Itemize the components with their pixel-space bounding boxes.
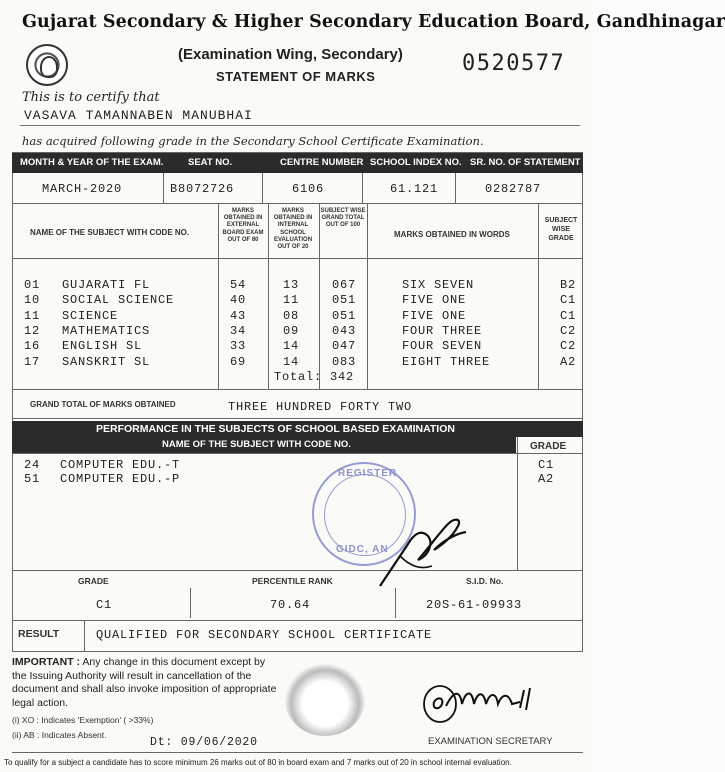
stamp-text-top: REGISTER [338,468,398,479]
xo-note: (i) XO : Indicates 'Exemption' ( >33%) [12,715,154,725]
subject-grade: C1 [560,293,577,308]
subject-words: FOUR THREE [402,323,483,338]
subject-name: SANSKRIT SL [62,354,151,369]
subject-words: SIX SEVEN [402,278,475,292]
important-text: Any change in this document except by the Issuing Authority will result in cancellation of the document and shall also invoke imposition of appropriate legal action. [12,656,277,709]
percentile-label: PERCENTILE RANK [252,576,333,586]
subject-internal: 14 [283,354,300,369]
school-based-col-name: NAME OF THE SUBJECT WITH CODE NO. [162,439,351,450]
serial-number: 0520577 [462,51,566,76]
header-sr-no-statement: SR. NO. OF STATEMENT [470,157,581,168]
subject-code: 12 [24,323,41,338]
statement-sr-number: 0282787 [485,182,542,196]
secretary-signature [420,680,550,730]
exam-month-year: MARCH-2020 [42,182,123,196]
subject-code: 17 [24,354,41,369]
subject-grade: C2 [560,339,577,354]
subject-total: 043 [332,323,357,338]
seat-number: B8072726 [170,182,235,196]
total-label: Total: [274,370,323,384]
school-based-name: COMPUTER EDU.-P [60,472,181,486]
subject-words: FIVE ONE [402,308,467,323]
grand-total-words: THREE HUNDRED FORTY TWO [228,400,413,414]
subject-row [0,324,587,339]
subject-internal: 09 [283,323,300,338]
col-internal-header: MARKS OBTAINED IN INTERNAL SCHOOL EVALUATION OUT OF 20 [273,208,313,251]
subject-name: MATHEMATICS [62,323,151,338]
school-based-subject-header [12,437,516,453]
sid-value: 20S-61-09933 [426,598,523,612]
subject-external: 69 [230,354,247,369]
summary-grade-label: GRADE [78,576,109,586]
subject-name: SOCIAL SCIENCE [62,293,175,308]
subject-code: 01 [24,278,41,292]
school-based-row [0,472,587,487]
school-based-title-bar [12,421,583,437]
stamp-text-bottom: GIDC, AN [336,544,389,555]
header-school-index: SCHOOL INDEX NO. [370,157,462,168]
school-based-col-grade: GRADE [530,441,567,452]
certify-text: This is to certify that [22,90,160,105]
subject-words: EIGHT THREE [402,354,491,369]
centre-number: 6106 [292,182,325,196]
col-grade-header: SUBJECT WISE GRADE [544,217,578,242]
school-based-title: PERFORMANCE IN THE SUBJECTS OF SCHOOL BASED EXAMINATION [96,423,455,435]
school-based-name: COMPUTER EDU.-T [60,458,181,472]
col-words-header: MARKS OBTAINED IN WORDS [394,230,510,239]
sid-label: S.I.D. No. [466,576,504,586]
divider [20,125,580,126]
subject-external: 43 [230,308,247,323]
subject-row [0,309,587,324]
school-based-grade: C1 [538,458,555,472]
result-label: RESULT [18,628,60,640]
school-index-number: 61.121 [390,182,439,196]
header-centre-number: CENTRE NUMBER [280,157,364,168]
header-month-year: MONTH & YEAR OF THE EXAM. [20,157,164,168]
school-based-code: 51 [24,472,41,486]
subject-name: ENGLISH SL [62,339,143,354]
principal-signature [370,496,480,596]
document-title: STATEMENT OF MARKS [216,69,376,84]
subject-row [0,355,587,370]
subject-code: 16 [24,339,41,354]
board-logo-icon [26,44,68,86]
subject-grade: A2 [560,354,577,369]
subject-row [0,339,587,354]
subject-name: GUJARATI FL [62,278,151,292]
subject-total: 051 [332,308,357,323]
header-seat-no: SEAT NO. [188,157,233,168]
subject-grade: C2 [560,323,577,338]
grand-total-label: GRAND TOTAL OF MARKS OBTAINED [30,400,176,409]
student-name: VASAVA TAMANNABEN MANUBHAI [24,108,253,123]
subject-code: 11 [24,308,41,323]
summary-grade-value: C1 [96,598,113,612]
issue-date: Dt: 09/06/2020 [150,736,258,749]
result-value: QUALIFIED FOR SECONDARY SCHOOL CERTIFICATE [96,628,433,642]
school-based-row [0,458,587,473]
subject-row [0,278,587,293]
school-based-code: 24 [24,458,41,472]
school-based-grade: A2 [538,472,555,486]
subject-total: 067 [332,278,357,292]
examination-wing: (Examination Wing, Secondary) [178,46,403,63]
subject-code: 10 [24,293,41,308]
subject-external: 34 [230,323,247,338]
board-name: Gujarat Secondary & Higher Secondary Education Board, Gandhinagar [22,12,725,32]
subject-total: 083 [332,354,357,369]
subject-internal: 11 [283,293,300,308]
footer-note: To qualify for a subject a candidate has to score minimum 26 marks out of 80 in board exam and 7 marks out of 20 in school internal evaluation. [4,758,512,767]
photo-mark [285,664,365,736]
col-external-header: MARKS OBTAINED IN EXTERNAL BOARD EXAM OUT OF 80 [222,208,264,243]
subject-row [0,293,587,308]
subject-total: 051 [332,293,357,308]
important-label: IMPORTANT : [12,656,81,668]
ab-note: (ii) AB : Indicates Absent. [12,730,107,740]
secretary-label: EXAMINATION SECRETARY [428,736,553,747]
subject-external: 54 [230,278,247,292]
subject-total: 047 [332,339,357,354]
subject-internal: 13 [283,278,300,292]
subject-grade: B2 [560,278,577,292]
subject-words: FIVE ONE [402,293,467,308]
acquired-text: has acquired following grade in the Secondary School Certificate Examination. [22,134,484,148]
subject-external: 40 [230,293,247,308]
col-total-header: SUBJECT WISE GRAND TOTAL OUT OF 100 [320,208,366,229]
subject-grade: C1 [560,308,577,323]
col-subject-header: NAME OF THE SUBJECT WITH CODE NO. [30,228,190,237]
total-value: 342 [330,370,355,384]
subject-name: SCIENCE [62,308,119,323]
important-notice [12,656,282,710]
subject-words: FOUR SEVEN [402,339,483,354]
exam-info-header [12,153,583,173]
subject-internal: 14 [283,339,300,354]
subject-internal: 08 [283,308,300,323]
subject-external: 33 [230,339,247,354]
percentile-value: 70.64 [270,598,311,612]
